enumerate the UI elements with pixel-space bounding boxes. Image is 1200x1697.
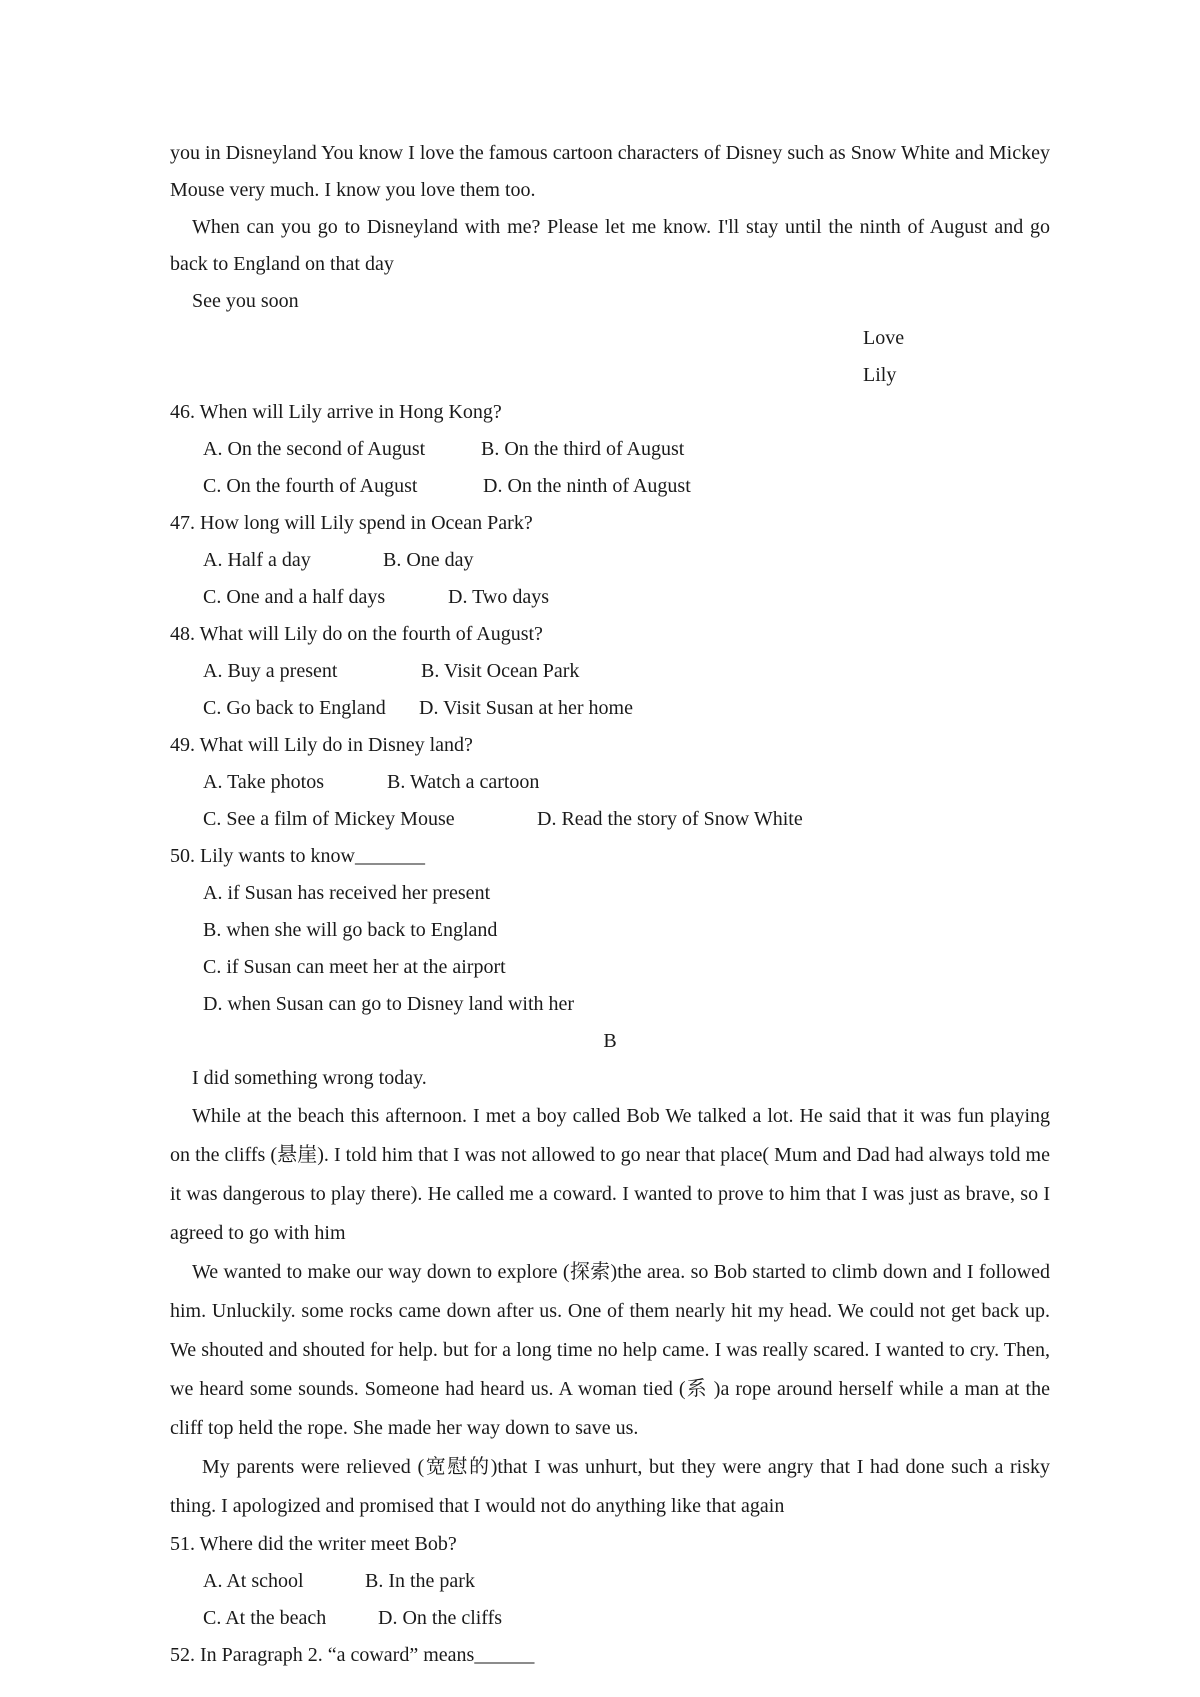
question-49-options-cd [170,801,1050,838]
option-d: D. On the cliffs [378,1607,503,1629]
question-52: 52. In Paragraph 2. “a coward” means______ [170,1644,535,1666]
question-46-options-ab [170,431,1050,468]
question-51-options-ab [170,1563,1050,1600]
option-c: C. Go back to England [203,697,386,719]
option-a: A. Take photos [203,771,324,793]
question-48-options-cd [170,690,1050,727]
passage-a-paragraph-1: you in Disneyland You know I love the famous cartoon characters of Disney such as Snow White and Mickey Mouse very much. I know you love them too. [170,142,1050,201]
question-47-options-cd [170,579,1050,616]
question-50-option-a: A. if Susan has received her present [203,882,491,904]
section-b-paragraph-1: I did something wrong today. [192,1067,427,1089]
question-49: 49. What will Lily do in Disney land? [170,734,473,756]
question-47: 47. How long will Lily spend in Ocean Park? [170,512,533,534]
question-49-options-ab [170,764,1050,801]
section-b-paragraph-2: While at the beach this afternoon. I met a boy called Bob We talked a lot. He said that it was fun playing on the cliffs (悬崖). I told him that I was not allowed to go near that place( Mum and Dad had always told me it was dangerous to play there). He called me a coward. I wanted to prove to him that I was just as brave, so I agreed to go with him [170,1105,1050,1244]
section-b-heading: B [603,1030,617,1052]
option-d: D. Two days [448,586,550,608]
passage-a-sign-name: Lily [863,364,897,386]
passage-a-sign-love: Love [863,327,905,349]
section-b-paragraph-4: My parents were relieved (宽慰的)that I was unhurt, but they were angry that I had done such a risky thing. I apologized and promised that I would not do anything like that again [170,1456,1050,1517]
option-b: B. One day [383,549,474,571]
question-50-option-b: B. when she will go back to England [203,919,498,941]
option-a: A. On the second of August [203,438,426,460]
option-c: C. One and a half days [203,586,386,608]
question-51-options-cd [170,1600,1050,1637]
option-a: A. Buy a present [203,660,338,682]
question-51: 51. Where did the writer meet Bob? [170,1533,457,1555]
question-47-options-ab [170,542,1050,579]
question-50-option-c: C. if Susan can meet her at the airport [203,956,506,978]
question-46-options-cd [170,468,1050,505]
question-48: 48. What will Lily do on the fourth of August? [170,623,543,645]
option-b: B. Visit Ocean Park [421,660,580,682]
section-b-paragraph-3: We wanted to make our way down to explore (探索)the area. so Bob started to climb down and I followed him. Unluckily. some rocks came down after us. One of them nearly hit my head. We could not get back up. We shouted and shouted for help. but for a long time no help came. I was really scared. I wanted to cry. Then, we heard some sounds. Someone had heard us. A woman tied (系 )a rope around herself while a man at the cliff top held the rope. She made her way down to save us. [170,1261,1050,1439]
option-c: C. At the beach [203,1607,327,1629]
document-page [170,135,1050,1674]
option-c: C. See a film of Mickey Mouse [203,808,455,830]
passage-a-paragraph-2: When can you go to Disneyland with me? Please let me know. I'll stay until the ninth of August and go back to England on that day [170,216,1050,275]
question-50: 50. Lily wants to know_______ [170,845,425,867]
question-48-options-ab [170,653,1050,690]
option-a: A. Half a day [203,549,311,571]
option-d: D. Visit Susan at her home [419,697,633,719]
option-b: B. Watch a cartoon [387,771,540,793]
option-c: C. On the fourth of August [203,475,418,497]
option-a: A. At school [203,1570,304,1592]
option-d: D. On the ninth of August [483,475,691,497]
option-b: B. On the third of August [481,438,685,460]
option-b: B. In the park [365,1570,475,1592]
question-46: 46. When will Lily arrive in Hong Kong? [170,401,502,423]
passage-a-closing: See you soon [192,290,299,312]
question-50-option-d: D. when Susan can go to Disney land with her [203,993,575,1015]
option-d: D. Read the story of Snow White [537,808,803,830]
